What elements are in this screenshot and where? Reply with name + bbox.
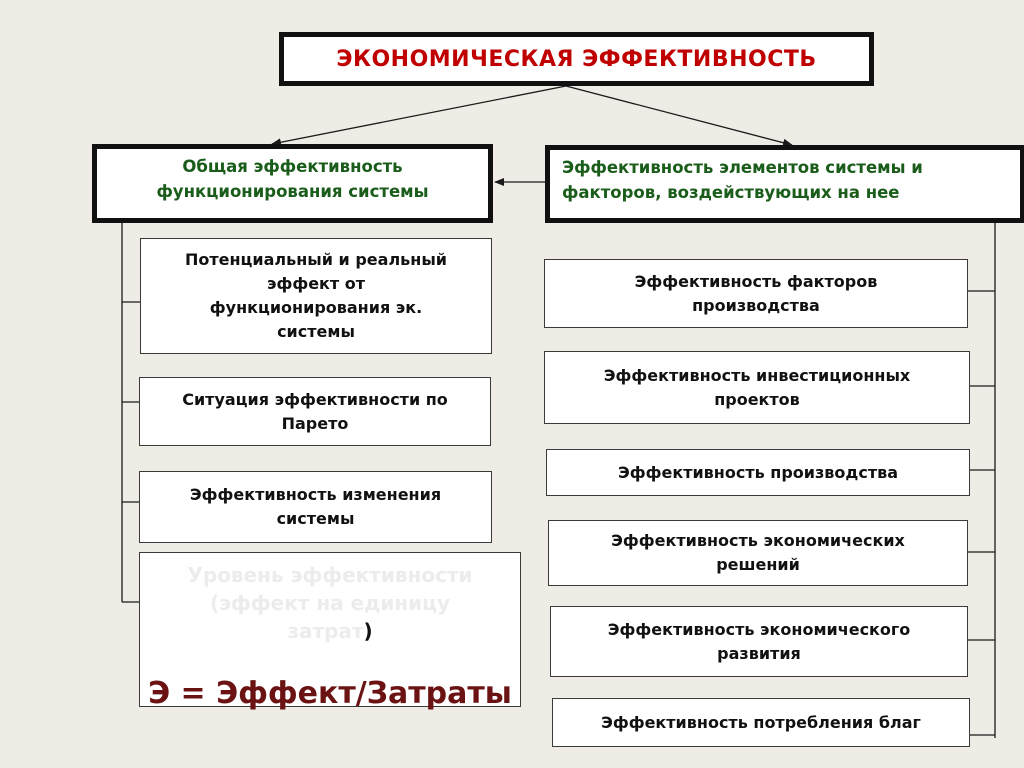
system-change-efficiency-box <box>139 471 492 543</box>
production-efficiency-text: Эффективность производства <box>617 462 899 482</box>
factors-efficiency-box <box>544 259 968 328</box>
general-efficiency-box <box>92 144 493 223</box>
economic-decisions-efficiency-text: Эффективность экономических решений <box>611 531 905 574</box>
investment-projects-efficiency-box <box>544 351 970 424</box>
diagram-title: ЭКОНОМИЧЕСКАЯ ЭФФЕКТИВНОСТЬ <box>336 46 817 72</box>
factors-efficiency-text: Эффективность факторов производства <box>634 271 878 315</box>
elements-efficiency-heading: Эффективность элементов системы и факторов, воздействующих на нее <box>562 158 923 202</box>
production-efficiency-box <box>546 449 970 496</box>
arrow-to-elements <box>566 86 792 145</box>
economic-decisions-efficiency-box <box>548 520 968 586</box>
economic-development-efficiency-box <box>550 606 968 677</box>
general-efficiency-heading: Общая эффективность функционирования системы <box>156 157 429 201</box>
elements-efficiency-box <box>545 145 1024 223</box>
efficiency-formula: Э = Эффект/Затраты <box>148 676 512 711</box>
efficiency-level-text: Уровень эффективности (эффект на единицу затрат) <box>187 563 473 643</box>
potential-real-effect-text: Потенциальный и реальный эффект от функционирования эк. системы <box>184 250 448 341</box>
consumption-efficiency-text: Эффективность потребления благ <box>601 712 921 732</box>
closing-paren: ) <box>363 619 373 643</box>
pareto-efficiency-box <box>139 377 491 446</box>
efficiency-level-box <box>139 552 521 711</box>
consumption-efficiency-box <box>552 698 970 747</box>
title-box <box>279 32 874 86</box>
arrow-to-general <box>272 86 566 144</box>
system-change-efficiency-text: Эффективность изменения системы <box>189 485 442 528</box>
pareto-efficiency-text: Ситуация эффективности по Парето <box>182 389 448 433</box>
economic-development-efficiency-text: Эффективность экономического развития <box>607 619 911 663</box>
investment-projects-efficiency-text: Эффективность инвестиционных проектов <box>603 365 911 409</box>
potential-real-effect-box <box>140 238 492 354</box>
